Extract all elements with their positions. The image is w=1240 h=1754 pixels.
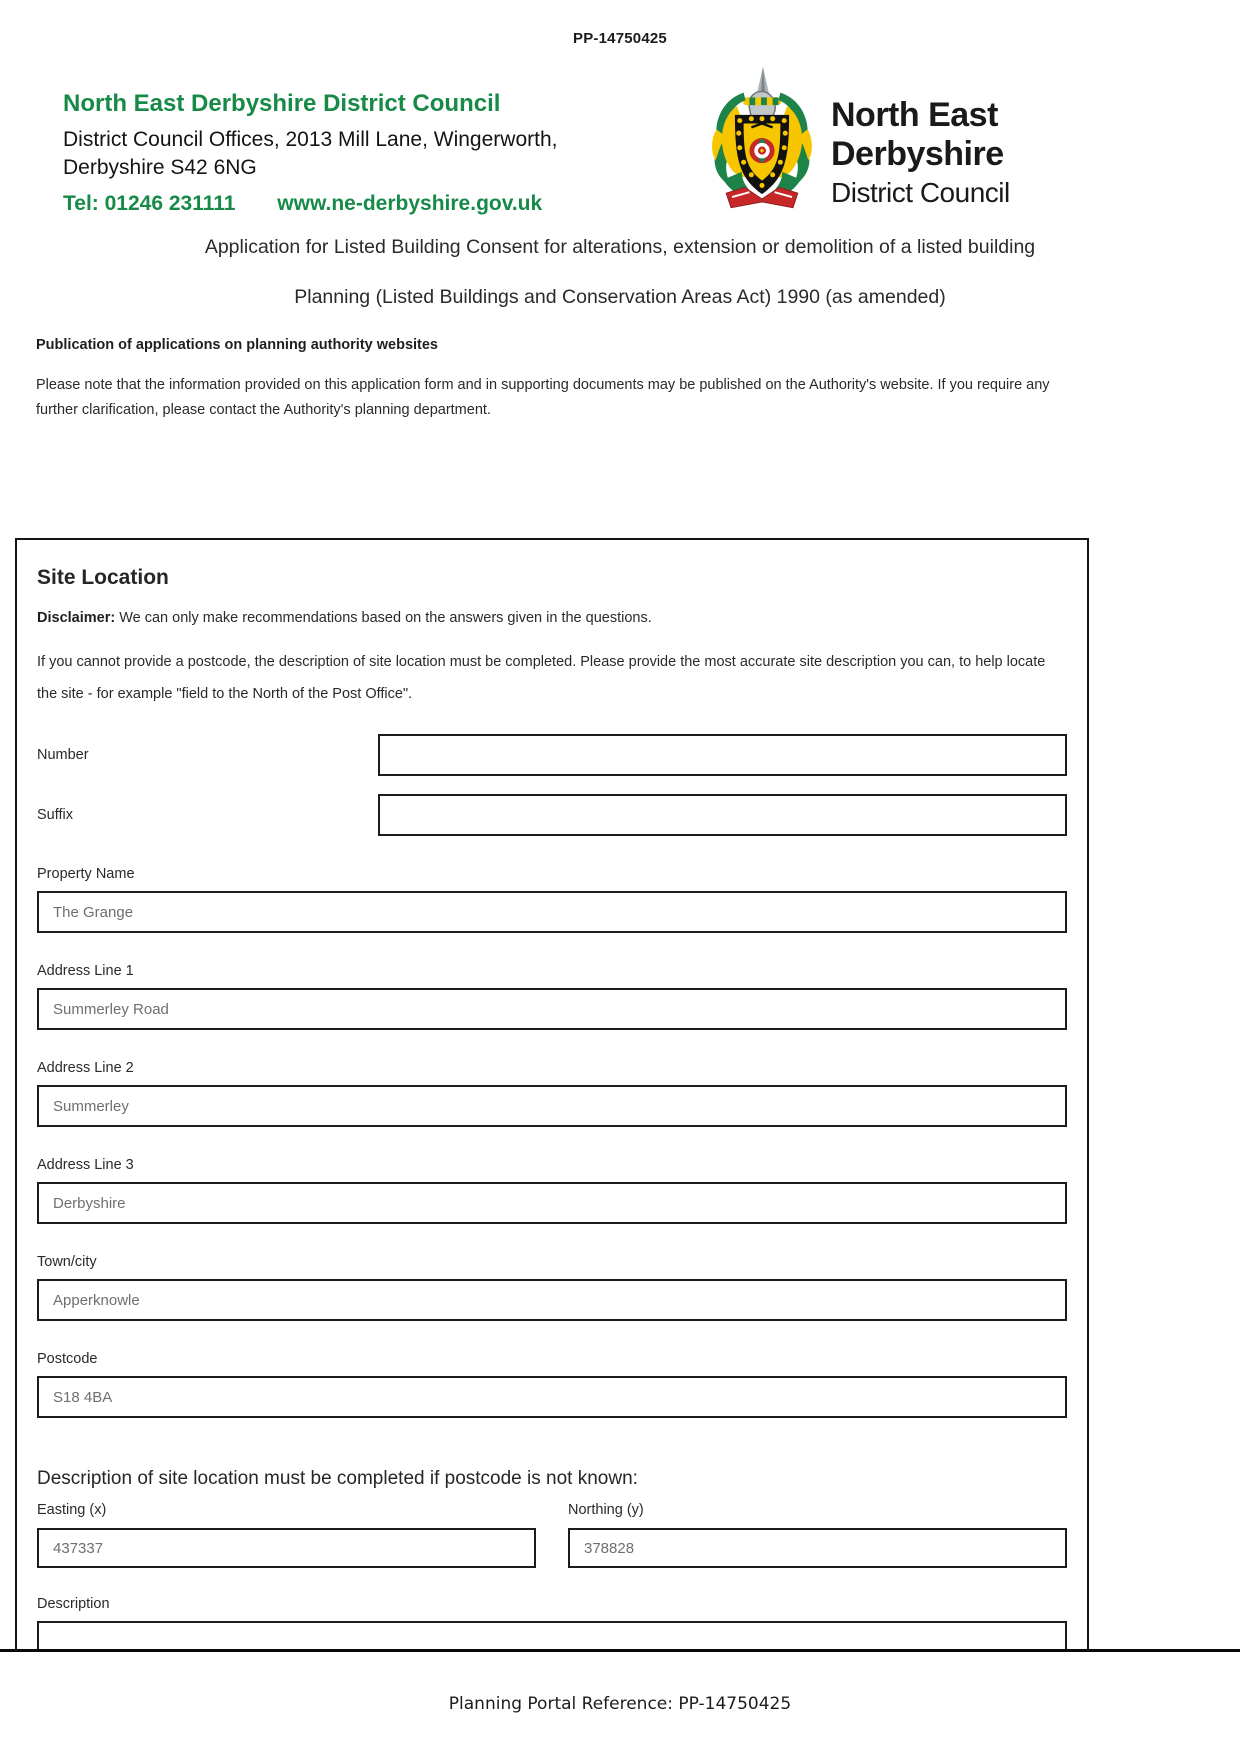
address-line-2-input[interactable] [37, 1085, 1067, 1127]
logo-line-2: Derbyshire [831, 135, 1004, 173]
description-label: Description [37, 1596, 110, 1612]
council-telephone: Tel: 01246 231111 [63, 192, 236, 215]
footer-divider [0, 1649, 1240, 1652]
number-input[interactable] [378, 734, 1067, 776]
address-line-2-field [37, 1060, 1067, 1127]
council-name: North East Derbyshire District Council [63, 90, 501, 117]
logo-line-3: District Council [831, 177, 1010, 208]
postcode-input[interactable] [37, 1376, 1067, 1418]
address-line-3-field [37, 1157, 1067, 1224]
property-name-input[interactable] [37, 891, 1067, 933]
council-crest-icon [703, 64, 821, 214]
property-name-label: Property Name [37, 866, 135, 882]
application-title: Application for Listed Building Consent for alterations, extension or demolition of a listed building [204, 236, 1036, 258]
town-city-label: Town/city [37, 1254, 97, 1270]
northing-input[interactable] [568, 1528, 1067, 1568]
logo-line-1: North East [831, 96, 998, 134]
planning-portal-ref: PP-14750425 [573, 30, 667, 47]
property-name-field [37, 866, 1067, 933]
site-location-disclaimer [37, 610, 1067, 626]
council-logotype [831, 64, 1010, 214]
suffix-label: Suffix [37, 807, 74, 823]
northing-field [568, 1502, 1067, 1568]
site-location-section [15, 538, 1089, 1650]
description-input[interactable] [37, 1621, 1067, 1650]
postcode-field [37, 1351, 1067, 1418]
address-line-1-label: Address Line 1 [37, 963, 134, 979]
site-location-heading: Site Location [37, 566, 169, 589]
easting-input[interactable] [37, 1528, 536, 1568]
postcode-label: Postcode [37, 1351, 98, 1367]
council-website: www.ne-derbyshire.gov.uk [277, 192, 543, 215]
publication-note: Please note that the information provided on this application form and in supporting documents may be published on the Authority's website. If you require any further clarification, please contact the Authority's planning department. [36, 377, 1050, 418]
town-city-input[interactable] [37, 1279, 1067, 1321]
number-label: Number [37, 747, 89, 763]
description-requirement-heading: Description of site location must be completed if postcode is not known: [37, 1468, 638, 1489]
coordinates-row [37, 1502, 1067, 1568]
council-contact [63, 192, 557, 216]
address-line-3-label: Address Line 3 [37, 1157, 134, 1173]
easting-field [37, 1502, 536, 1568]
northing-label: Northing (y) [568, 1502, 644, 1518]
suffix-field [37, 794, 1067, 836]
suffix-input[interactable] [378, 794, 1067, 836]
address-line-3-input[interactable] [37, 1182, 1067, 1224]
council-header [63, 90, 557, 216]
publication-heading: Publication of applications on planning authority websites [36, 337, 438, 353]
town-city-field [37, 1254, 1067, 1321]
address-line-2-label: Address Line 2 [37, 1060, 134, 1076]
council-address-line-2: Derbyshire S42 6NG [63, 156, 257, 179]
address-line-1-input[interactable] [37, 988, 1067, 1030]
footer-reference: Planning Portal Reference: PP-14750425 [448, 1694, 792, 1714]
site-location-intro: If you cannot provide a postcode, the description of site location must be completed. Please provide the most accurate site description you can, to help locate the site - for example "field to the North of the Post Office". [37, 654, 1046, 702]
easting-label: Easting (x) [37, 1502, 107, 1518]
disclaimer-text: We can only make recommendations based on the answers given in the questions. [115, 610, 652, 626]
council-address-line-1: District Council Offices, 2013 Mill Lane, Wingerworth, [63, 128, 558, 151]
description-field [37, 1596, 1067, 1650]
disclaimer-label: Disclaimer: [37, 610, 116, 626]
address-line-1-field [37, 963, 1067, 1030]
number-field [37, 734, 1067, 776]
application-subtitle: Planning (Listed Buildings and Conservation Areas Act) 1990 (as amended) [294, 286, 946, 308]
council-logo [703, 64, 1010, 214]
